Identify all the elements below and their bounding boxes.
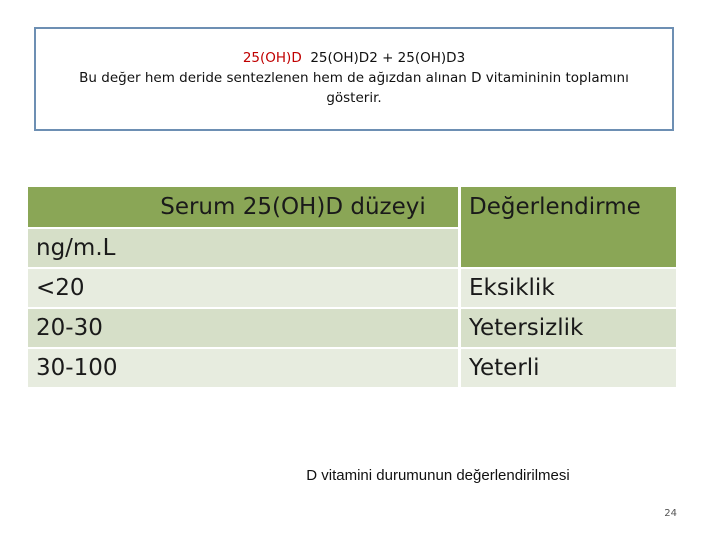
- header-evaluation: Değerlendirme: [458, 187, 676, 227]
- range-cell: 20-30: [28, 307, 458, 347]
- unit-cell: ng/m.L: [28, 227, 458, 267]
- range-cell: 30-100: [28, 347, 458, 387]
- range-cell: <20: [28, 267, 458, 307]
- table-caption: D vitamini durumunun değerlendirilmesi: [306, 467, 570, 484]
- info-line-2: Bu değer hem deride sentezlenen hem de ağızdan alınan D vitamininin toplamını: [79, 70, 629, 86]
- page-number: 24: [664, 508, 677, 519]
- evaluation-cell: Yeterli: [458, 347, 676, 387]
- evaluation-cell: Eksiklik: [458, 267, 676, 307]
- formula-line: [36, 48, 672, 68]
- table-row: [28, 307, 676, 347]
- evaluation-cell: Yetersizlik: [458, 307, 676, 347]
- header-evaluation-span: [458, 227, 676, 267]
- table-header-row: [28, 187, 676, 227]
- info-line-3: gösterir.: [326, 90, 382, 106]
- vitamin-d-table: [28, 187, 676, 387]
- formula-red-label: 25(OH)D: [242, 50, 302, 66]
- header-serum-level: Serum 25(OH)D düzeyi: [28, 187, 458, 227]
- formula-text: 25(OH)D2 + 25(OH)D3: [310, 50, 466, 66]
- table-row: [28, 267, 676, 307]
- info-box: [34, 27, 674, 131]
- table-row: [28, 227, 676, 267]
- table-row: [28, 347, 676, 387]
